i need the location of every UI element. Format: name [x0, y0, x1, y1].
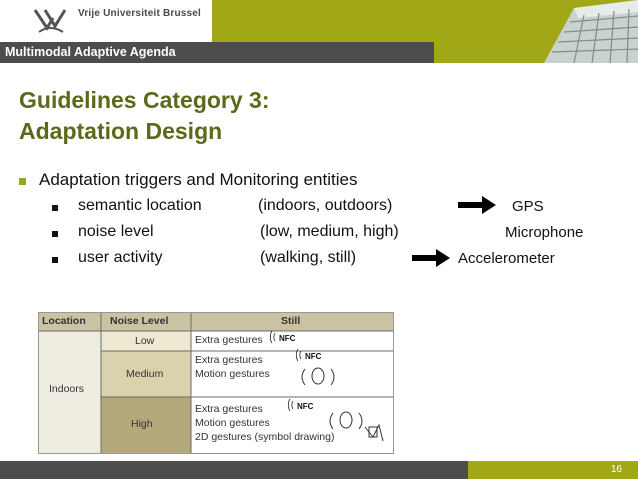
table-header-still: Still [281, 315, 301, 327]
gesture-item: Motion gestures [195, 417, 270, 429]
noise-cell-high: High [131, 418, 153, 430]
noise-cell-medium: Medium [126, 368, 164, 380]
gesture-item: Extra gestures [195, 334, 263, 346]
slide-title [19, 85, 270, 147]
nfc-label: NFC [305, 352, 322, 361]
nfc-label: NFC [297, 402, 314, 411]
still-cell-medium [195, 353, 270, 381]
title-line-1: Guidelines Category 3: [19, 87, 270, 113]
university-name: Vrije Universiteit Brussel [78, 8, 202, 19]
table-header-location: Location [42, 315, 86, 327]
nfc-label: NFC [279, 334, 296, 343]
page-number: 16 [610, 464, 622, 475]
still-cell-low [195, 334, 263, 347]
still-cell-high [195, 402, 334, 444]
noise-cell-low: Low [135, 335, 155, 347]
slide-header [0, 0, 638, 63]
building-photo-icon [534, 0, 638, 63]
university-logo-icon [33, 6, 67, 36]
gesture-item: 2D gestures (symbol drawing) [195, 431, 335, 443]
arrow-right-icon [458, 195, 498, 215]
sub-bullet-icon [52, 205, 58, 211]
trigger-values: (walking, still) [260, 249, 357, 266]
gesture-item: Extra gestures [195, 403, 263, 415]
sensor-name: GPS [512, 198, 544, 215]
sensor-name: Accelerometer [458, 250, 555, 267]
arrow-right-icon [412, 248, 452, 268]
gesture-item: Extra gestures [195, 354, 263, 366]
trigger-values: (indoors, outdoors) [258, 197, 393, 214]
gesture-item: Motion gestures [195, 368, 270, 380]
bullet-square-icon [19, 178, 26, 185]
sub-bullet-icon [52, 257, 58, 263]
footer-dark-band [0, 461, 468, 479]
modality-table [38, 312, 394, 454]
trigger-name: user activity [78, 249, 163, 266]
location-cell: Indoors [49, 383, 85, 395]
sub-bullet-icon [52, 231, 58, 237]
trigger-name: noise level [78, 223, 154, 240]
table-header-noise: Noise Level [110, 315, 169, 327]
course-title: Multimodal Adaptive Agenda [5, 45, 176, 59]
trigger-name: semantic location [78, 197, 202, 214]
main-bullet-text: Adaptation triggers and Monitoring entities [39, 170, 358, 189]
trigger-values: (low, medium, high) [260, 223, 399, 240]
header-logo-area [0, 0, 212, 42]
title-line-2: Adaptation Design [19, 118, 223, 144]
sensor-name: Microphone [505, 224, 584, 241]
